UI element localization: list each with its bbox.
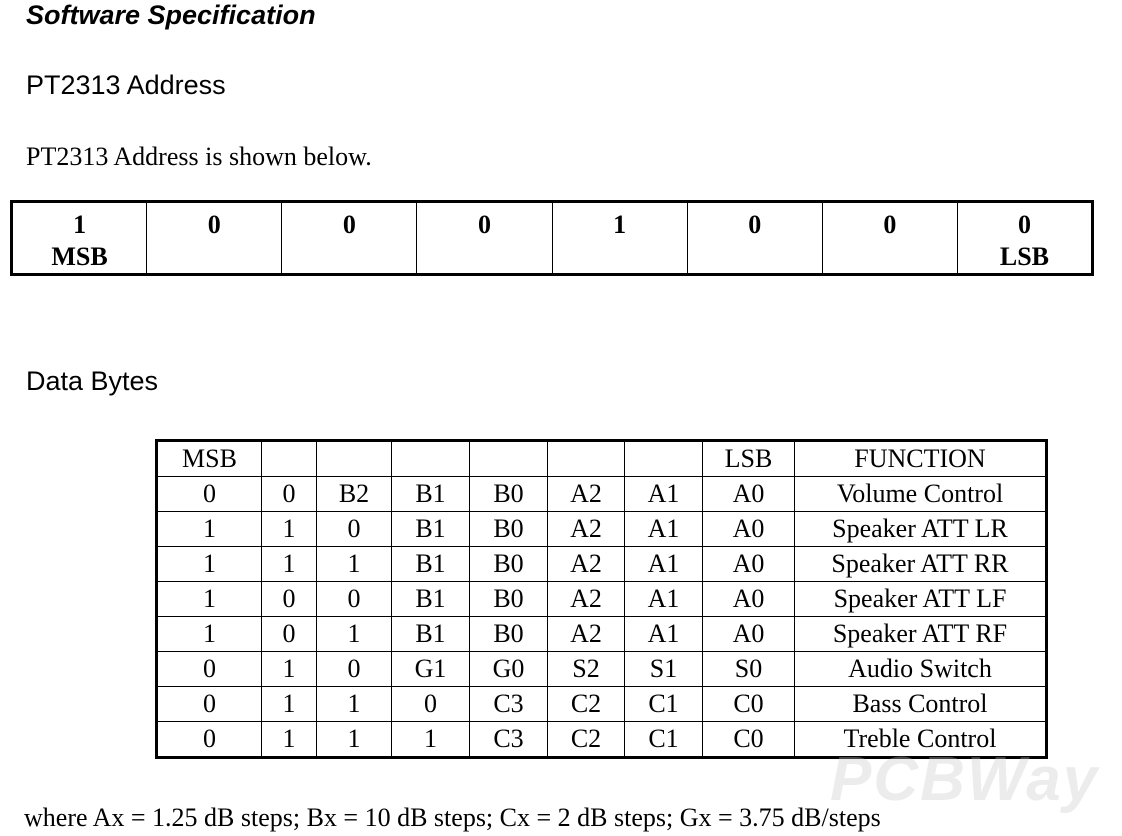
header-cell xyxy=(317,441,392,477)
bit-cell: A0 xyxy=(703,617,795,652)
address-bit-value: 0 xyxy=(207,210,221,239)
header-cell xyxy=(548,441,625,477)
bit-cell: B0 xyxy=(470,477,548,512)
address-bit-value: 1 xyxy=(73,210,87,239)
bit-cell: S1 xyxy=(625,652,703,687)
bit-cell: 0 xyxy=(157,477,262,512)
bit-cell: 1 xyxy=(317,547,392,582)
bit-cell: 0 xyxy=(317,652,392,687)
bit-cell: A1 xyxy=(625,617,703,652)
table-row xyxy=(157,652,1047,687)
header-cell xyxy=(470,441,548,477)
bit-cell: 0 xyxy=(262,477,317,512)
data-table-body xyxy=(157,477,1047,758)
address-bit-cell xyxy=(147,202,282,275)
header-cell: LSB xyxy=(703,441,795,477)
bit-cell: 0 xyxy=(392,687,470,722)
bit-cell: 1 xyxy=(317,687,392,722)
address-bit-value: 1 xyxy=(613,210,627,239)
table-row xyxy=(157,512,1047,547)
address-bit-cell xyxy=(687,202,822,275)
bit-cell: 1 xyxy=(262,687,317,722)
table-row xyxy=(157,722,1047,758)
data-table-header-row xyxy=(157,441,1047,477)
bit-cell: A2 xyxy=(548,512,625,547)
bit-cell: C1 xyxy=(625,687,703,722)
bit-cell: 0 xyxy=(317,582,392,617)
bit-cell: 1 xyxy=(157,582,262,617)
bit-cell: B1 xyxy=(392,582,470,617)
bit-cell: B1 xyxy=(392,477,470,512)
function-cell: Speaker ATT LR xyxy=(795,512,1047,547)
bit-cell: A0 xyxy=(703,582,795,617)
bit-cell: 1 xyxy=(157,512,262,547)
bit-cell: A0 xyxy=(703,477,795,512)
bit-cell: B0 xyxy=(470,547,548,582)
bit-cell: 0 xyxy=(157,687,262,722)
address-bit-value: 0 xyxy=(477,210,491,239)
address-table xyxy=(10,200,1094,276)
header-cell-function: FUNCTION xyxy=(795,441,1047,477)
bit-cell: A2 xyxy=(548,547,625,582)
bit-cell: A2 xyxy=(548,477,625,512)
bit-cell: C0 xyxy=(703,722,795,758)
bit-cell: 0 xyxy=(262,582,317,617)
bit-cell: 1 xyxy=(157,547,262,582)
bit-cell: 1 xyxy=(317,617,392,652)
header-cell xyxy=(392,441,470,477)
bit-cell: C3 xyxy=(470,722,548,758)
footnote-text: where Ax = 1.25 dB steps; Bx = 10 dB steps; Cx = 2 dB steps; Gx = 3.75 dB/steps xyxy=(24,803,881,832)
function-cell: Bass Control xyxy=(795,687,1047,722)
bit-cell: 0 xyxy=(157,722,262,758)
bit-cell: B0 xyxy=(470,582,548,617)
bit-cell: 0 xyxy=(262,617,317,652)
bit-cell: A1 xyxy=(625,477,703,512)
bit-cell: S2 xyxy=(548,652,625,687)
bit-cell: 0 xyxy=(157,652,262,687)
data-bytes-table xyxy=(155,439,1048,759)
table-row xyxy=(157,617,1047,652)
address-bit-value: 0 xyxy=(748,210,762,239)
bit-cell: A0 xyxy=(703,512,795,547)
function-cell: Treble Control xyxy=(795,722,1047,758)
bit-cell: C2 xyxy=(548,687,625,722)
address-bit-cell xyxy=(282,202,417,275)
address-bit-label: MSB xyxy=(51,242,108,271)
table-row xyxy=(157,477,1047,512)
function-cell: Speaker ATT RF xyxy=(795,617,1047,652)
address-bit-cell xyxy=(822,202,957,275)
section-title: Software Specification xyxy=(26,0,316,30)
bit-cell: 1 xyxy=(262,722,317,758)
address-bit-cell xyxy=(12,202,147,275)
bit-cell: C0 xyxy=(703,687,795,722)
bit-cell: 1 xyxy=(262,512,317,547)
table-row xyxy=(157,547,1047,582)
watermark-logo: PCBWay xyxy=(830,745,1100,814)
bit-cell: 1 xyxy=(392,722,470,758)
bit-cell: S0 xyxy=(703,652,795,687)
address-bit-value: 0 xyxy=(883,210,897,239)
header-cell: MSB xyxy=(157,441,262,477)
bit-cell: G1 xyxy=(392,652,470,687)
address-bit-cell xyxy=(957,202,1092,275)
bit-cell: A0 xyxy=(703,547,795,582)
bit-cell: C2 xyxy=(548,722,625,758)
bit-cell: B0 xyxy=(470,512,548,547)
address-heading: PT2313 Address xyxy=(26,70,226,100)
bit-cell: G0 xyxy=(470,652,548,687)
address-bit-value: 0 xyxy=(1017,210,1031,239)
bit-cell: B0 xyxy=(470,617,548,652)
bit-cell: A2 xyxy=(548,617,625,652)
bit-cell: 1 xyxy=(262,652,317,687)
function-cell: Audio Switch xyxy=(795,652,1047,687)
bit-cell: C1 xyxy=(625,722,703,758)
table-row xyxy=(157,582,1047,617)
bit-cell: A1 xyxy=(625,512,703,547)
address-bit-cell xyxy=(417,202,552,275)
bit-cell: 1 xyxy=(157,617,262,652)
bit-cell: B1 xyxy=(392,617,470,652)
address-bit-label: LSB xyxy=(999,242,1050,271)
function-cell: Volume Control xyxy=(795,477,1047,512)
header-cell xyxy=(262,441,317,477)
address-row xyxy=(12,202,1093,275)
table-row xyxy=(157,687,1047,722)
bit-cell: 1 xyxy=(262,547,317,582)
address-bit-cell xyxy=(552,202,687,275)
address-intro-text: PT2313 Address is shown below. xyxy=(26,142,372,171)
bit-cell: 0 xyxy=(317,512,392,547)
function-cell: Speaker ATT RR xyxy=(795,547,1047,582)
bit-cell: B1 xyxy=(392,512,470,547)
address-bit-value: 0 xyxy=(342,210,356,239)
bit-cell: B1 xyxy=(392,547,470,582)
data-bytes-heading: Data Bytes xyxy=(26,366,159,396)
bit-cell: B2 xyxy=(317,477,392,512)
bit-cell: C3 xyxy=(470,687,548,722)
bit-cell: A1 xyxy=(625,582,703,617)
bit-cell: 1 xyxy=(317,722,392,758)
function-cell: Speaker ATT LF xyxy=(795,582,1047,617)
header-cell xyxy=(625,441,703,477)
bit-cell: A2 xyxy=(548,582,625,617)
bit-cell: A1 xyxy=(625,547,703,582)
